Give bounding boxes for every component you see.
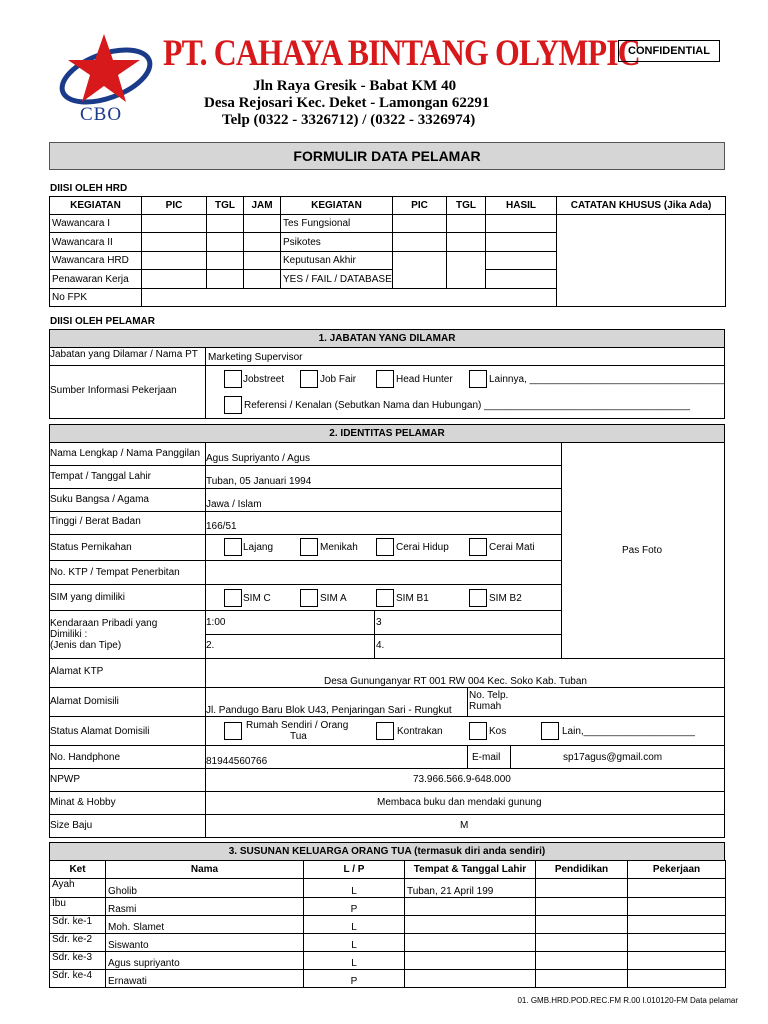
kendaraan-label-3: (Jenis dan Tipe) xyxy=(50,640,122,651)
section3-title: 3. SUSUNAN KELUARGA ORANG TUA (termasuk diri anda sendiri) xyxy=(49,842,725,861)
section1-title: 1. JABATAN YANG DILAMAR xyxy=(49,329,725,348)
hrd-activity: Wawancara II xyxy=(50,233,142,252)
hrd-cell[interactable] xyxy=(207,215,244,233)
nama-label: Nama Lengkap / Nama Panggilan xyxy=(50,448,201,459)
hrd-cell[interactable] xyxy=(486,252,557,270)
table-row xyxy=(50,916,726,934)
hrd-fpk-cell[interactable] xyxy=(142,289,557,307)
family-pendidikan[interactable] xyxy=(536,916,628,934)
hrd-cell[interactable] xyxy=(393,252,447,289)
family-pekerjaan[interactable] xyxy=(628,952,726,970)
family-ket: Sdr. ke-2 xyxy=(50,934,106,952)
npwp-value[interactable]: 73.966.566.9-648.000 xyxy=(413,774,511,785)
st-lajang: Lajang xyxy=(243,542,274,553)
family-header: Pendidikan xyxy=(536,861,628,879)
checkbox-jobstreet[interactable] xyxy=(224,370,242,388)
hrd-cell[interactable] xyxy=(142,233,207,252)
minat-value[interactable]: Membaca buku dan mendaki gunung xyxy=(377,797,542,808)
family-lp[interactable]: L xyxy=(304,952,405,970)
family-pendidikan[interactable] xyxy=(536,879,628,898)
sa-kos: Kos xyxy=(489,726,507,737)
alamat-ktp-label: Alamat KTP xyxy=(50,666,104,677)
st-cerai-hidup: Cerai Hidup xyxy=(396,542,449,553)
family-pekerjaan[interactable] xyxy=(628,970,726,988)
hrd-cell[interactable] xyxy=(207,270,244,289)
checkbox-sim-b1[interactable] xyxy=(376,589,394,607)
hrd-cell[interactable] xyxy=(244,252,281,270)
company-logo xyxy=(54,32,164,112)
family-ttl[interactable] xyxy=(405,952,536,970)
family-nama[interactable]: Moh. Slamet xyxy=(106,916,304,934)
family-lp[interactable]: L xyxy=(304,934,405,952)
logo-text: CBO xyxy=(80,104,123,125)
hrd-cell[interactable] xyxy=(447,233,486,252)
sim-a: SIM A xyxy=(320,593,347,604)
sumber-label: Sumber Informasi Pekerjaan xyxy=(50,385,177,396)
checkbox-sim-b2[interactable] xyxy=(469,589,487,607)
hrd-activity: Penawaran Kerja xyxy=(50,270,142,289)
sim-b1: SIM B1 xyxy=(396,593,429,604)
family-pendidikan[interactable] xyxy=(536,970,628,988)
hrd-table xyxy=(49,196,726,307)
family-pekerjaan[interactable] xyxy=(628,879,726,898)
family-header: Tempat & Tanggal Lahir xyxy=(405,861,536,879)
status-alamat-label: Status Alamat Domisili xyxy=(50,726,150,737)
table-row xyxy=(50,934,726,952)
checkbox-jobfair[interactable] xyxy=(300,370,318,388)
family-header: Nama xyxy=(106,861,304,879)
hrd-cell[interactable] xyxy=(142,252,207,270)
ttl-label: Tempat / Tanggal Lahir xyxy=(50,471,151,482)
address-line-1: Jln Raya Gresik - Babat KM 40 xyxy=(253,78,457,94)
family-ttl[interactable] xyxy=(405,934,536,952)
baju-value[interactable]: M xyxy=(460,820,469,831)
hrd-cell[interactable] xyxy=(244,215,281,233)
family-table xyxy=(49,860,726,988)
hrd-notes-cell[interactable] xyxy=(557,215,726,307)
opt-jobfair: Job Fair xyxy=(320,374,357,385)
alamat-domisili-value[interactable]: Jl. Pandugo Baru Blok U43, Penjaringan Sari - Rungkut xyxy=(206,705,452,716)
st-menikah: Menikah xyxy=(320,542,358,553)
family-pendidikan[interactable] xyxy=(536,898,628,916)
hrd-header: JAM xyxy=(244,197,281,215)
hrd-activity: Keputusan Akhir xyxy=(281,252,393,270)
tinggi-label: Tinggi / Berat Badan xyxy=(50,516,141,527)
kendaraan-3[interactable]: 3 xyxy=(376,617,382,628)
checkbox-kos[interactable] xyxy=(469,722,487,740)
hrd-cell[interactable] xyxy=(142,215,207,233)
pelamar-label: DIISI OLEH PELAMAR xyxy=(50,316,156,327)
hrd-activity: YES / FAIL / DATABASE xyxy=(281,270,393,289)
family-pekerjaan[interactable] xyxy=(628,934,726,952)
kendaraan-label-1: Kendaraan Pribadi yang xyxy=(50,618,158,629)
hrd-label: DIISI OLEH HRD xyxy=(50,183,128,194)
address-line-2: Desa Rejosari Kec. Deket - Lamongan 62291 xyxy=(204,95,490,111)
pas-foto-area: Pas Foto xyxy=(622,545,663,556)
checkbox-sim-a[interactable] xyxy=(300,589,318,607)
suku-label: Suku Bangsa / Agama xyxy=(50,494,149,505)
sa-rumah-1: Rumah Sendiri / Orang xyxy=(246,720,349,731)
checkbox-headhunter[interactable] xyxy=(376,370,394,388)
tinggi-value[interactable]: 166/51 xyxy=(206,521,237,532)
hrd-cell[interactable] xyxy=(393,233,447,252)
family-header: Pekerjaan xyxy=(628,861,726,879)
opt-referensi: Referensi / Kenalan (Sebutkan Nama dan Hubungan) _____________________________________ xyxy=(244,400,690,411)
hrd-header: HASIL xyxy=(486,197,557,215)
checkbox-cerai-mati[interactable] xyxy=(469,538,487,556)
checkbox-sim-c[interactable] xyxy=(224,589,242,607)
hrd-cell[interactable] xyxy=(486,233,557,252)
baju-label: Size Baju xyxy=(50,820,93,831)
family-lp[interactable]: P xyxy=(304,898,405,916)
opt-lainnya: Lainnya, ___________________________________ xyxy=(489,374,725,385)
checkbox-lajang[interactable] xyxy=(224,538,242,556)
hrd-header: CATATAN KHUSUS (Jika Ada) xyxy=(557,197,726,215)
kendaraan-4[interactable]: 4. xyxy=(376,640,385,651)
hp-label: No. Handphone xyxy=(50,752,121,763)
table-row xyxy=(50,970,726,988)
family-nama[interactable]: Siswanto xyxy=(106,934,304,952)
family-ttl[interactable] xyxy=(405,970,536,988)
hrd-header: TGL xyxy=(447,197,486,215)
family-pekerjaan[interactable] xyxy=(628,898,726,916)
telp-rumah-label-2: Rumah xyxy=(469,701,502,712)
family-ttl[interactable] xyxy=(405,916,536,934)
checkbox-lainnya[interactable] xyxy=(469,370,487,388)
checkbox-referensi[interactable] xyxy=(224,396,242,414)
family-lp[interactable]: L xyxy=(304,916,405,934)
jabatan-label: Jabatan yang Dilamar / Nama PT xyxy=(50,349,198,360)
hrd-cell[interactable] xyxy=(142,270,207,289)
jabatan-value[interactable]: Marketing Supervisor xyxy=(208,352,303,363)
hrd-cell[interactable] xyxy=(207,233,244,252)
email-value[interactable]: sp17agus@gmail.com xyxy=(563,752,663,763)
kendaraan-1[interactable]: 1:00 xyxy=(206,617,226,628)
sa-kontrakan: Kontrakan xyxy=(397,726,443,737)
family-ket: Sdr. ke-1 xyxy=(50,916,106,934)
family-lp[interactable]: P xyxy=(304,970,405,988)
family-ket: Ayah xyxy=(50,879,106,898)
opt-jobstreet: Jobstreet xyxy=(243,374,285,385)
email-label: E-mail xyxy=(472,752,501,763)
family-header: L / P xyxy=(304,861,405,879)
checkbox-lain[interactable] xyxy=(541,722,559,740)
checkbox-cerai-hidup[interactable] xyxy=(376,538,394,556)
family-lp[interactable]: L xyxy=(304,879,405,898)
nama-value[interactable]: Agus Supriyanto / Agus xyxy=(206,453,310,464)
sa-lain: Lain,____________________ xyxy=(562,726,695,737)
phone-line: Telp (0322 - 3326712) / (0322 - 3326974) xyxy=(222,112,476,128)
hrd-header: KEGIATAN xyxy=(281,197,393,215)
opt-headhunter: Head Hunter xyxy=(396,374,453,385)
hrd-cell[interactable] xyxy=(244,270,281,289)
table-row xyxy=(50,952,726,970)
table-row xyxy=(50,898,726,916)
hrd-activity: Wawancara I xyxy=(50,215,142,233)
hrd-cell[interactable] xyxy=(486,215,557,233)
sa-rumah-2: Tua xyxy=(290,731,307,742)
family-ket: Sdr. ke-3 xyxy=(50,952,106,970)
company-name: PT. CAHAYA BINTANG OLYMPIC xyxy=(163,33,640,74)
form-title: FORMULIR DATA PELAMAR xyxy=(49,142,725,170)
logo-star-icon xyxy=(54,32,164,112)
hrd-cell[interactable] xyxy=(393,215,447,233)
sim-b2: SIM B2 xyxy=(489,593,522,604)
hrd-header: PIC xyxy=(142,197,207,215)
family-pekerjaan[interactable] xyxy=(628,916,726,934)
hrd-activity: Psikotes xyxy=(281,233,393,252)
table-row xyxy=(50,879,726,898)
section2-title: 2. IDENTITAS PELAMAR xyxy=(49,424,725,443)
family-ket: Sdr. ke-4 xyxy=(50,970,106,988)
family-nama[interactable]: Rasmi xyxy=(106,898,304,916)
kendaraan-2[interactable]: 2. xyxy=(206,640,215,651)
hp-value[interactable]: 81944560766 xyxy=(206,756,268,767)
family-nama[interactable]: Ernawati xyxy=(106,970,304,988)
family-ket: Ibu xyxy=(50,898,106,916)
hrd-activity: Tes Fungsional xyxy=(281,215,393,233)
hrd-cell[interactable] xyxy=(207,252,244,270)
checkbox-rumah-sendiri[interactable] xyxy=(224,722,242,740)
sim-c: SIM C xyxy=(243,593,271,604)
npwp-label: NPWP xyxy=(50,774,80,785)
family-pendidikan[interactable] xyxy=(536,934,628,952)
hrd-cell[interactable] xyxy=(447,252,486,289)
family-pendidikan[interactable] xyxy=(536,952,628,970)
family-ttl[interactable] xyxy=(405,898,536,916)
confidential-badge: CONFIDENTIAL xyxy=(618,40,720,62)
hrd-activity: Wawancara HRD xyxy=(50,252,142,270)
family-nama[interactable]: Agus supriyanto xyxy=(106,952,304,970)
section2-box xyxy=(49,442,725,838)
alamat-ktp-value[interactable]: Desa Gununganyar RT 001 RW 004 Kec. Soko Kab. Tuban xyxy=(324,676,587,687)
hrd-cell[interactable] xyxy=(486,270,557,289)
family-nama[interactable]: Gholib xyxy=(106,879,304,898)
family-header: Ket xyxy=(50,861,106,879)
sim-label: SIM yang dimiliki xyxy=(50,592,126,603)
suku-value[interactable]: Jawa / Islam xyxy=(206,499,262,510)
hrd-cell[interactable] xyxy=(447,215,486,233)
ttl-value[interactable]: Tuban, 05 Januari 1994 xyxy=(206,476,312,487)
status-label: Status Pernikahan xyxy=(50,542,132,553)
family-ttl[interactable]: Tuban, 21 April 199 xyxy=(405,879,536,898)
hrd-header: KEGIATAN xyxy=(50,197,142,215)
hrd-header: TGL xyxy=(207,197,244,215)
telp-rumah-label-1: No. Telp. xyxy=(469,690,509,701)
footer-code: 01. GMB.HRD.POD.REC.FM R.00 I.010120-FM Data pelamar xyxy=(517,996,738,1005)
hrd-cell[interactable] xyxy=(244,233,281,252)
ktp-label: No. KTP / Tempat Penerbitan xyxy=(50,567,180,578)
alamat-domisili-label: Alamat Domisili xyxy=(50,696,119,707)
hrd-header: PIC xyxy=(393,197,447,215)
hrd-activity: No FPK xyxy=(50,289,142,307)
minat-label: Minat & Hobby xyxy=(50,797,116,808)
kendaraan-label-2: Dimiliki : xyxy=(50,629,88,640)
checkbox-menikah[interactable] xyxy=(300,538,318,556)
st-cerai-mati: Cerai Mati xyxy=(489,542,535,553)
checkbox-kontrakan[interactable] xyxy=(376,722,394,740)
